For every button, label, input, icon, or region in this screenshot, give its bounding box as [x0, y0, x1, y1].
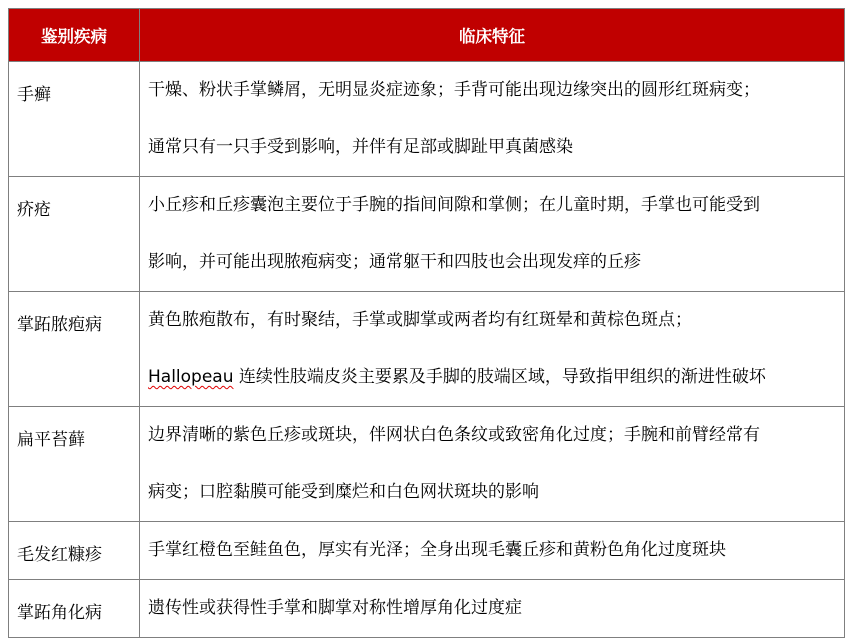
differential-diagnosis-table [8, 8, 845, 638]
disease-cell: 扁平苔藓 [9, 407, 140, 522]
disease-cell: 毛发红糠疹 [9, 522, 140, 580]
header-clinical-features: 临床特征 [140, 9, 845, 62]
table-row [9, 407, 845, 522]
table-row [9, 177, 845, 292]
features-line: 病变；口腔黏膜可能受到糜烂和白色网状斑块的影响 [148, 482, 539, 502]
features-line: 小丘疹和丘疹囊泡主要位于手腕的指间间隙和掌侧；在儿童时期，手掌也可能受到 [148, 195, 760, 215]
features-line-rest: 连续性肢端皮炎主要累及手脚的肢端区域，导致指甲组织的渐进性破坏 [238, 367, 766, 387]
table-row [9, 522, 845, 580]
features-line: 影响，并可能出现脓疱病变；通常躯干和四肢也会出现发痒的丘疹 [148, 252, 641, 272]
disease-cell: 掌跖角化病 [9, 580, 140, 638]
table-header-row [9, 9, 845, 62]
spellcheck-word: Hallopeau [148, 367, 234, 387]
disease-cell: 手癣 [9, 62, 140, 177]
features-line: 干燥、粉状手掌鳞屑，无明显炎症迹象；手背可能出现边缘突出的圆形红斑病变； [148, 80, 760, 100]
table-row [9, 580, 845, 638]
features-cell [140, 177, 845, 292]
features-cell [140, 62, 845, 177]
disease-cell: 掌跖脓疱病 [9, 292, 140, 407]
features-line [148, 349, 840, 406]
features-cell [140, 407, 845, 522]
features-line: 边界清晰的紫色丘疹或斑块，伴网状白色条纹或致密角化过度；手腕和前臂经常有 [148, 425, 760, 445]
header-disease: 鉴别疾病 [9, 9, 140, 62]
table-row [9, 292, 845, 407]
differential-diagnosis-table-wrapper [8, 8, 844, 638]
features-line: 黄色脓疱散布，有时聚结，手掌或脚掌或两者均有红斑晕和黄棕色斑点； [148, 310, 692, 330]
table-row [9, 62, 845, 177]
features-cell [140, 292, 845, 407]
disease-cell: 疥疮 [9, 177, 140, 292]
features-line: 遗传性或获得性手掌和脚掌对称性增厚角化过度症 [148, 598, 522, 618]
features-cell [140, 580, 845, 638]
features-cell [140, 522, 845, 580]
features-line: 手掌红橙色至鲑鱼色，厚实有光泽；全身出现毛囊丘疹和黄粉色角化过度斑块 [148, 540, 726, 560]
features-line: 通常只有一只手受到影响，并伴有足部或脚趾甲真菌感染 [148, 137, 573, 157]
